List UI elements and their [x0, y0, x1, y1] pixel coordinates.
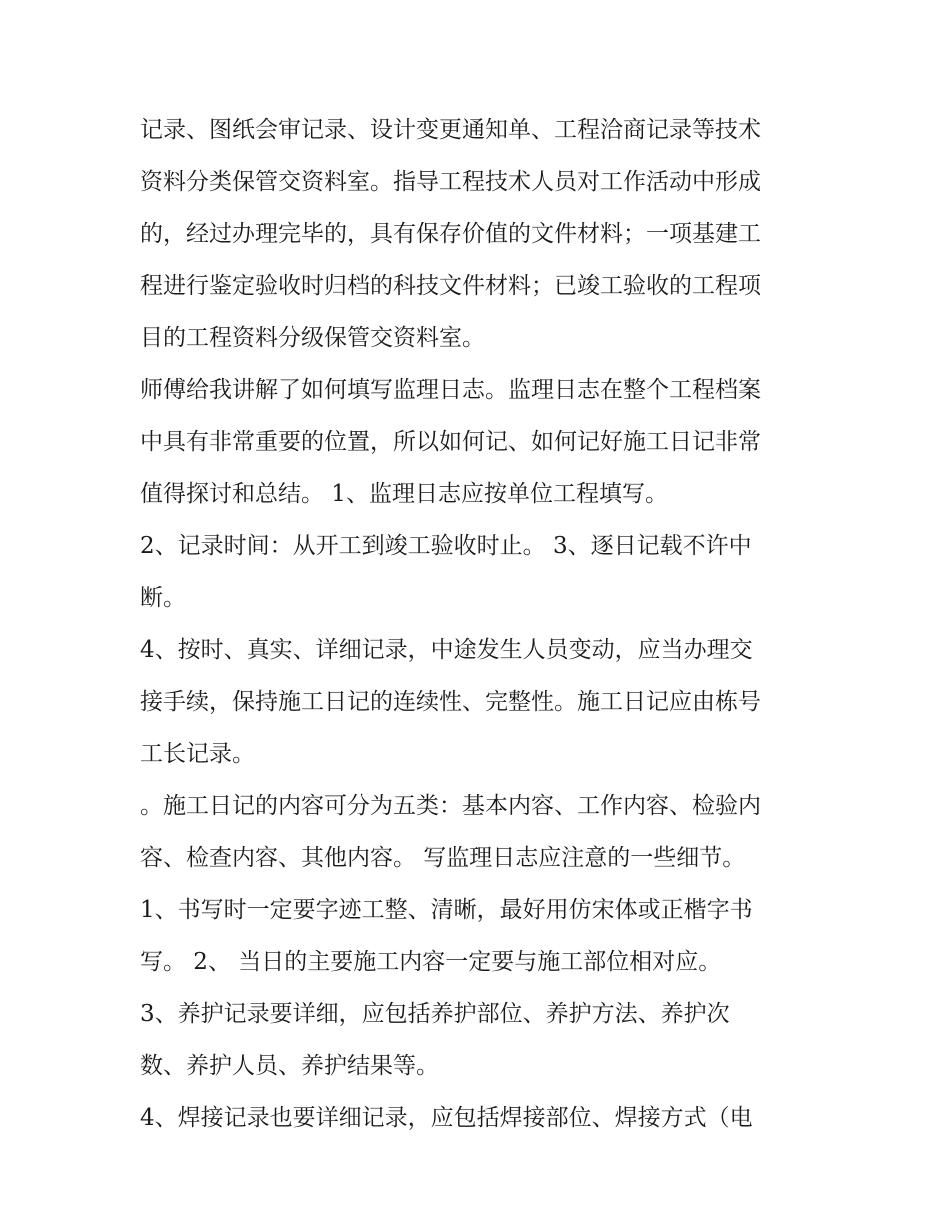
text-line: 的，经过办理完毕的，具有保存价值的文件材料；一项基建工: [140, 221, 761, 247]
text-line: 数、养护人员、养护结果等。: [140, 1053, 439, 1079]
paragraph-writing-rules: [140, 884, 820, 988]
text-line: 1、书写时一定要字迹工整、清晰，最好用仿宋体或正楷字书: [140, 897, 753, 923]
text-line: 容、检查内容、其他内容。 写监理日志应注意的一些细节。: [140, 845, 746, 871]
paragraph-log-content: [140, 780, 820, 884]
paragraph-supervision-log-intro: [140, 364, 820, 520]
text-line: 师傅给我讲解了如何填写监理日志。监理日志在整个工程档案: [140, 377, 761, 403]
paragraph-record-time: [140, 520, 820, 624]
text-line: 资料分类保管交资料室。指导工程技术人员对工作活动中形成: [140, 169, 761, 195]
text-line: 目的工程资料分级保管交资料室。: [140, 325, 485, 351]
text-line: 记录、图纸会审记录、设计变更通知单、工程洽商记录等技术: [140, 117, 761, 143]
text-line: 。施工日记的内容可分为五类：基本内容、工作内容、检验内: [140, 793, 761, 819]
paragraph-curing-record: [140, 988, 820, 1092]
text-line: 值得探讨和总结。 1、监理日志应按单位工程填写。: [140, 481, 668, 507]
text-line: 中具有非常重要的位置，所以如何记、如何记好施工日记非常: [140, 429, 761, 455]
text-line: 3、养护记录要详细，应包括养护部位、养护方法、养护次: [140, 1001, 730, 1027]
text-line: 4、按时、真实、详细记录，中途发生人员变动，应当办理交: [140, 637, 753, 663]
paragraph-handover: [140, 624, 820, 780]
text-line: 程进行鉴定验收时归档的科技文件材料；已竣工验收的工程项: [140, 273, 761, 299]
text-line: 断。: [140, 585, 186, 611]
body-text: [140, 104, 820, 1144]
text-line: 工长记录。: [140, 741, 255, 767]
text-line: 2、记录时间：从开工到竣工验收时止。 3、逐日记载不许中: [140, 533, 752, 559]
paragraph-archive-management: [140, 104, 820, 364]
text-line: 4、焊接记录也要详细记录，应包括焊接部位、焊接方式（电: [140, 1105, 753, 1131]
text-line: 写。 2、 当日的主要施工内容一定要与施工部位相对应。: [140, 949, 722, 975]
paragraph-welding-record: [140, 1092, 820, 1144]
text-line: 接手续，保持施工日记的连续性、完整性。施工日记应由栋号: [140, 689, 761, 715]
